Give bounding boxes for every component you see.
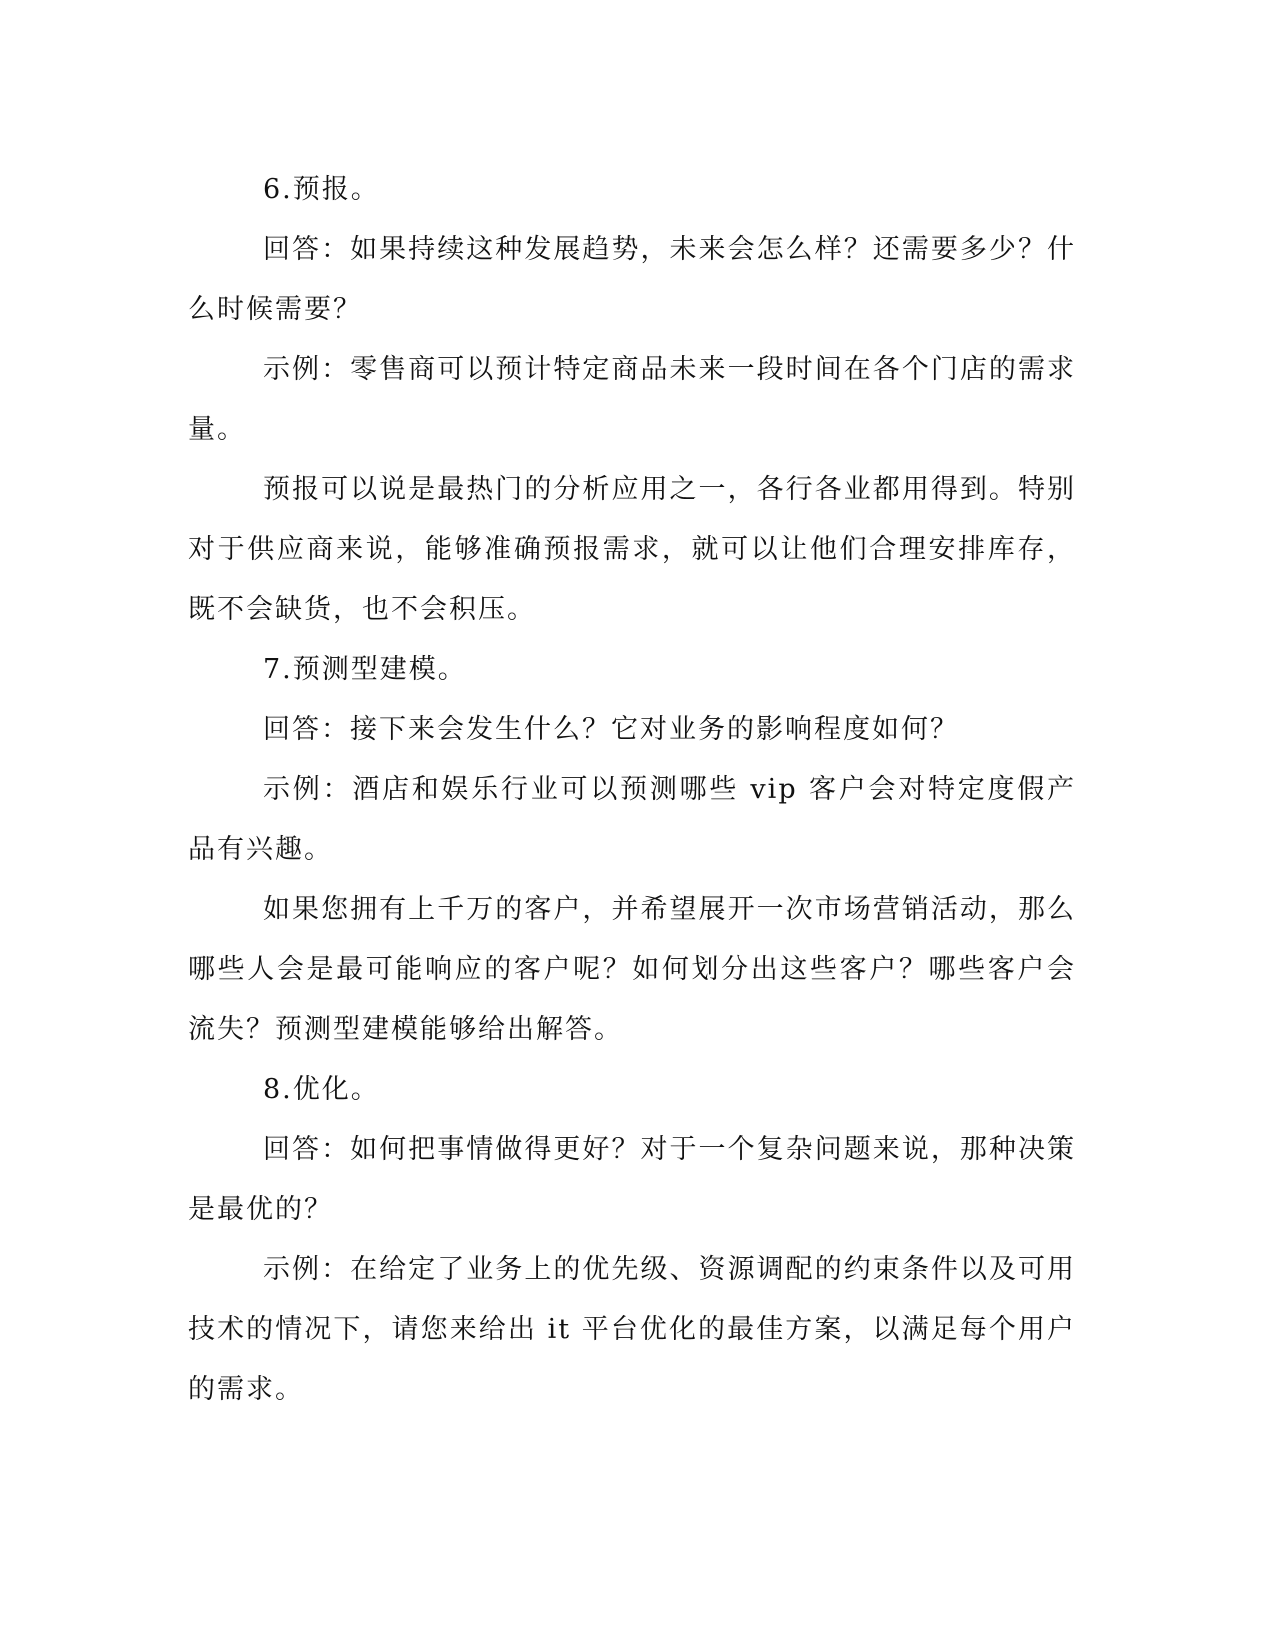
forecast-answer: 回答：如果持续这种发展趋势，未来会怎么样？还需要多少？什么时候需要？	[188, 234, 1076, 325]
section-heading-optimization: 8.优化。	[263, 1074, 380, 1105]
optimization-answer: 回答：如何把事情做得更好？对于一个复杂问题来说，那种决策是最优的？	[188, 1134, 1076, 1225]
forecast-description: 预报可以说是最热门的分析应用之一，各行各业都用得到。特别对于供应商来说，能够准确预报需求，就可以让他们合理安排库存，既不会缺货，也不会积压。	[188, 474, 1076, 625]
optimization-example: 示例：在给定了业务上的优先级、资源调配的约束条件以及可用技术的情况下，请您来给出 it 平台优化的最佳方案，以满足每个用户的需求。	[188, 1254, 1076, 1405]
predictive-modeling-example: 示例：酒店和娱乐行业可以预测哪些 vip 客户会对特定度假产品有兴趣。	[188, 774, 1076, 865]
predictive-modeling-description: 如果您拥有上千万的客户，并希望展开一次市场营销活动，那么哪些人会是最可能响应的客户呢？如何划分出这些客户？哪些客户会流失？预测型建模能够给出解答。	[188, 894, 1076, 1045]
section-heading-forecast: 6.预报。	[263, 174, 380, 205]
document-body	[188, 160, 1076, 1420]
section-heading-predictive-modeling: 7.预测型建模。	[263, 654, 467, 685]
predictive-modeling-answer: 回答：接下来会发生什么？它对业务的影响程度如何？	[263, 714, 959, 745]
forecast-example: 示例：零售商可以预计特定商品未来一段时间在各个门店的需求量。	[188, 354, 1076, 445]
